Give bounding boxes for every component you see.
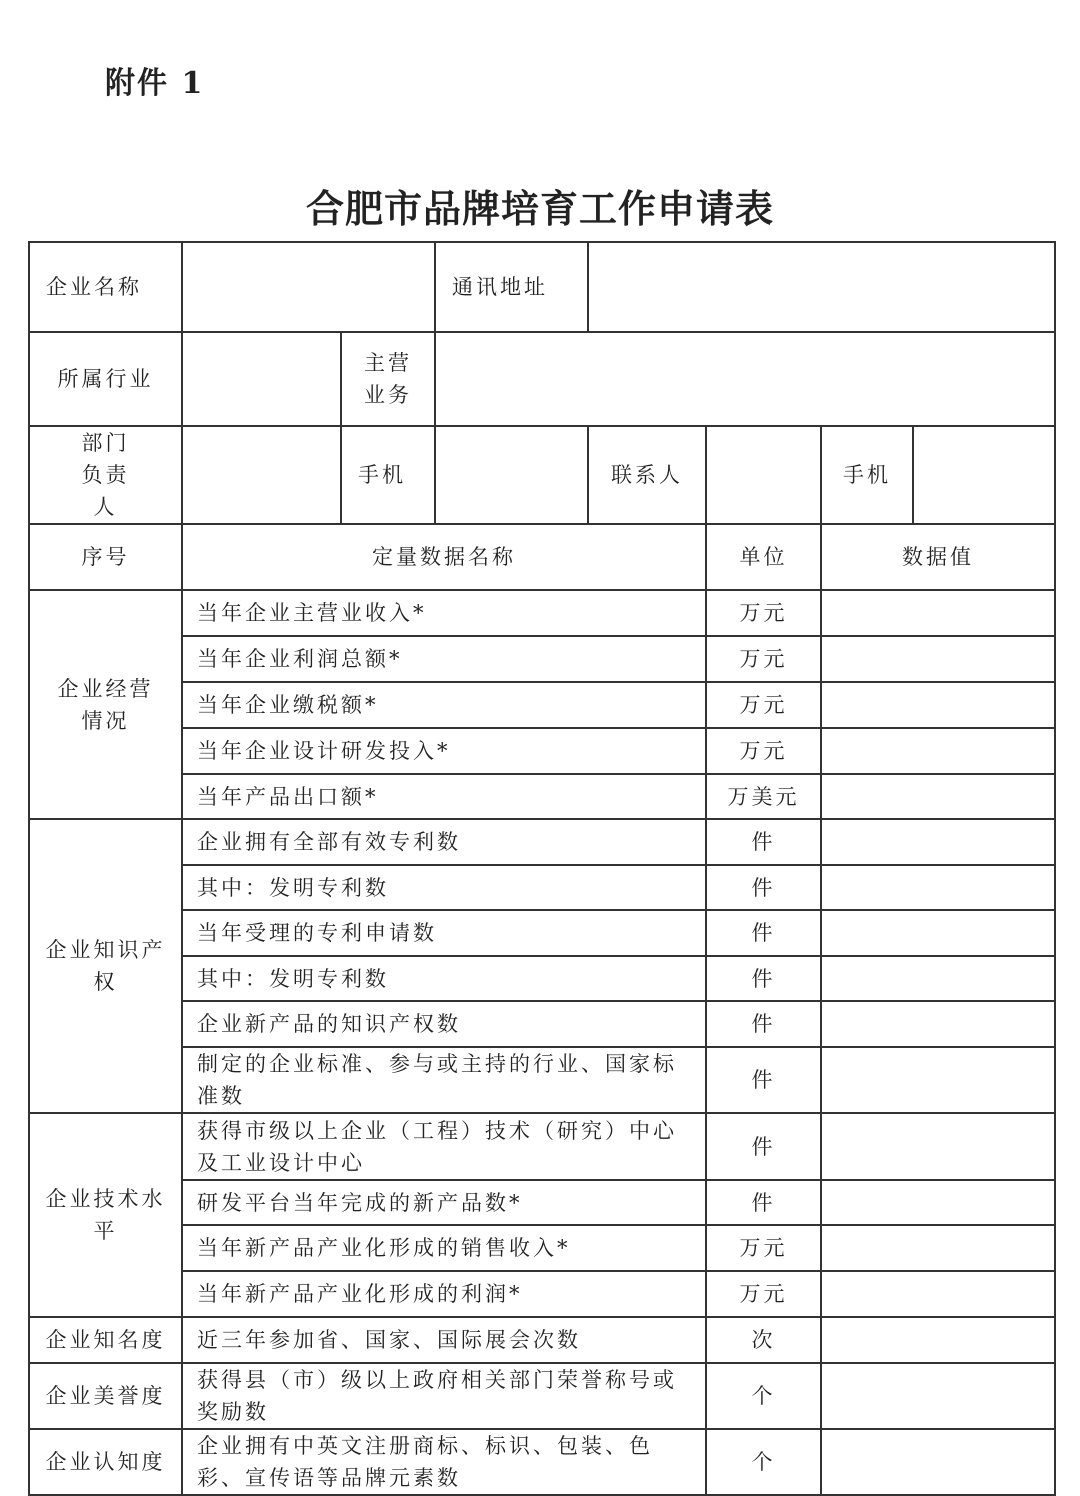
data-row [29, 728, 1055, 774]
label-address: 通讯地址 [435, 242, 588, 332]
data-row [29, 865, 1055, 910]
item-unit: 万元 [706, 682, 821, 728]
item-value-input[interactable] [821, 1047, 1055, 1113]
data-row [29, 956, 1055, 1001]
item-value-input[interactable] [821, 1001, 1055, 1047]
application-form-table [28, 241, 1056, 1496]
item-unit: 个 [706, 1429, 821, 1495]
item-value-input[interactable] [821, 1317, 1055, 1363]
data-row [29, 1317, 1055, 1363]
item-value-input[interactable] [821, 1180, 1055, 1225]
item-name: 研发平台当年完成的新产品数* [182, 1180, 706, 1225]
item-value-input[interactable] [821, 728, 1055, 774]
category-label: 企业经营情况 [29, 590, 182, 819]
form-title: 合肥市品牌培育工作申请表 [305, 186, 774, 231]
item-name: 当年企业缴税额* [182, 682, 706, 728]
data-row [29, 1429, 1055, 1495]
category-label: 企业知名度 [29, 1317, 182, 1363]
data-row [29, 682, 1055, 728]
input-contact[interactable] [706, 426, 821, 524]
label-mobile-1: 手机 [341, 426, 435, 524]
header-seq: 序号 [29, 524, 182, 590]
label-contact: 联系人 [588, 426, 706, 524]
item-unit: 件 [706, 865, 821, 910]
input-address[interactable] [588, 242, 1055, 332]
header-unit: 单位 [706, 524, 821, 590]
item-unit: 万元 [706, 1225, 821, 1271]
item-value-input[interactable] [821, 1113, 1055, 1180]
item-name: 企业拥有全部有效专利数 [182, 819, 706, 865]
info-row-company [29, 242, 1055, 332]
item-unit: 件 [706, 910, 821, 956]
data-row [29, 1113, 1055, 1180]
item-name: 当年企业设计研发投入* [182, 728, 706, 774]
input-mobile-1[interactable] [435, 426, 588, 524]
item-name: 制定的企业标准、参与或主持的行业、国家标准数 [182, 1047, 706, 1113]
item-unit: 万元 [706, 1271, 821, 1317]
data-row [29, 1271, 1055, 1317]
item-value-input[interactable] [821, 1225, 1055, 1271]
item-unit: 件 [706, 956, 821, 1001]
data-row [29, 590, 1055, 636]
item-name: 企业新产品的知识产权数 [182, 1001, 706, 1047]
item-unit: 万元 [706, 728, 821, 774]
attachment-label: 附件 1 [105, 66, 205, 101]
data-row [29, 1363, 1055, 1429]
item-value-input[interactable] [821, 1429, 1055, 1495]
item-name: 获得县（市）级以上政府相关部门荣誉称号或奖励数 [182, 1363, 706, 1429]
item-unit: 件 [706, 1001, 821, 1047]
label-dept-head: 部门负责人 [29, 426, 182, 524]
item-unit: 个 [706, 1363, 821, 1429]
data-row [29, 819, 1055, 865]
item-name: 当年新产品产业化形成的销售收入* [182, 1225, 706, 1271]
item-value-input[interactable] [821, 819, 1055, 865]
input-company-name[interactable] [182, 242, 435, 332]
item-unit: 件 [706, 1113, 821, 1180]
item-value-input[interactable] [821, 910, 1055, 956]
data-row [29, 1180, 1055, 1225]
item-value-input[interactable] [821, 865, 1055, 910]
header-value: 数据值 [821, 524, 1055, 590]
data-row [29, 1047, 1055, 1113]
item-value-input[interactable] [821, 774, 1055, 819]
item-value-input[interactable] [821, 1271, 1055, 1317]
data-row [29, 774, 1055, 819]
item-unit: 万美元 [706, 774, 821, 819]
item-name: 当年企业利润总额* [182, 636, 706, 682]
item-unit: 次 [706, 1317, 821, 1363]
info-row-industry [29, 332, 1055, 426]
item-unit: 万元 [706, 590, 821, 636]
category-label: 企业知识产权 [29, 819, 182, 1113]
data-row [29, 1225, 1055, 1271]
category-label: 企业认知度 [29, 1429, 182, 1495]
category-label: 企业技术水平 [29, 1113, 182, 1317]
item-name: 其中：发明专利数 [182, 865, 706, 910]
header-row [29, 524, 1055, 590]
input-mobile-2[interactable] [913, 426, 1055, 524]
label-company-name: 企业名称 [29, 242, 182, 332]
item-value-input[interactable] [821, 956, 1055, 1001]
item-name: 当年新产品产业化形成的利润* [182, 1271, 706, 1317]
label-main-business: 主营业务 [341, 332, 435, 426]
item-name: 获得市级以上企业（工程）技术（研究）中心及工业设计中心 [182, 1113, 706, 1180]
item-unit: 件 [706, 1180, 821, 1225]
item-name: 当年受理的专利申请数 [182, 910, 706, 956]
input-dept-head[interactable] [182, 426, 341, 524]
label-industry: 所属行业 [29, 332, 182, 426]
data-row [29, 1001, 1055, 1047]
input-main-business[interactable] [435, 332, 1055, 426]
label-mobile-2: 手机 [821, 426, 913, 524]
item-value-input[interactable] [821, 682, 1055, 728]
item-name: 近三年参加省、国家、国际展会次数 [182, 1317, 706, 1363]
item-value-input[interactable] [821, 636, 1055, 682]
header-name: 定量数据名称 [182, 524, 706, 590]
item-unit: 万元 [706, 636, 821, 682]
data-row [29, 636, 1055, 682]
item-name: 当年产品出口额* [182, 774, 706, 819]
item-value-input[interactable] [821, 590, 1055, 636]
item-name: 当年企业主营业收入* [182, 590, 706, 636]
item-name: 企业拥有中英文注册商标、标识、包装、色彩、宣传语等品牌元素数 [182, 1429, 706, 1495]
info-row-contacts [29, 426, 1055, 524]
item-name: 其中：发明专利数 [182, 956, 706, 1001]
category-label: 企业美誉度 [29, 1363, 182, 1429]
item-unit: 件 [706, 1047, 821, 1113]
item-value-input[interactable] [821, 1363, 1055, 1429]
item-unit: 件 [706, 819, 821, 865]
data-row [29, 910, 1055, 956]
input-industry[interactable] [182, 332, 341, 426]
